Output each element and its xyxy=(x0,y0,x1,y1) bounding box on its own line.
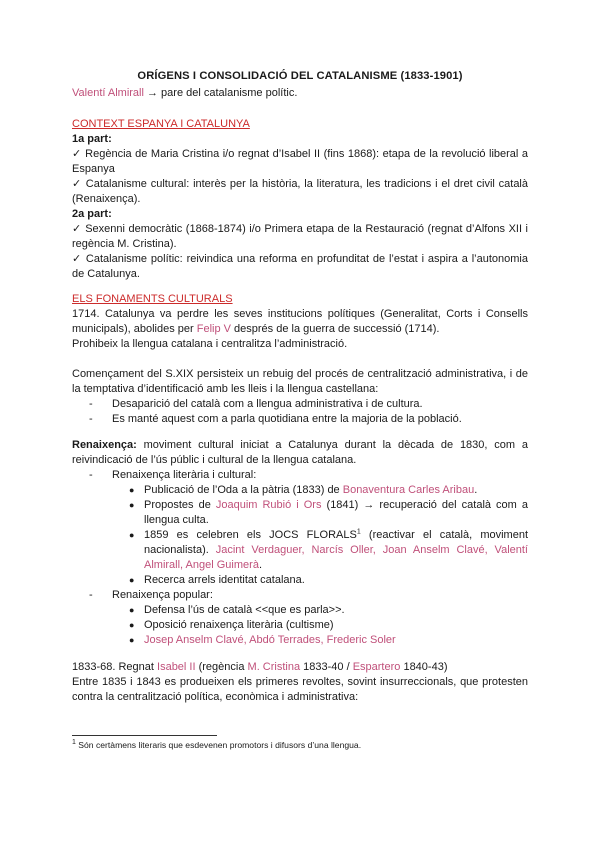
document-page xyxy=(72,0,528,848)
bullet-item: ● Oposició renaixença literària (cultisme) xyxy=(129,619,334,631)
page-title: ORÍGENS I CONSOLIDACIÓ DEL CATALANISME (1833-1901) xyxy=(137,70,463,82)
fonaments-section xyxy=(72,292,528,352)
text-span: (reactivar el català, moviment nacionalista). xyxy=(144,529,529,556)
bullet-item: ● Defensa l’ús de català <<que es parla>>. xyxy=(129,604,345,616)
person-name: Bonaventura Carles Aribau xyxy=(342,484,475,496)
text-span: (1841) → recuperació del català com a llengua culta. xyxy=(144,499,528,526)
person-names: Josep Anselm Clavé, Abdó Terrades, Frederic Soler xyxy=(144,634,396,646)
text-span: Defensa l’ús de català <<que es parla>>. xyxy=(144,604,345,616)
intro-line xyxy=(72,86,528,101)
text-span: 1833-40 / xyxy=(300,661,353,673)
text-span: Oposició renaixença literària (cultisme) xyxy=(144,619,334,631)
bullet-item: ● Josep Anselm Clavé, Abdó Terrades, Frederic Soler xyxy=(129,634,396,646)
fonaments-paragraph xyxy=(72,307,528,337)
footnote-divider xyxy=(72,735,217,736)
text-span: 1840-43) xyxy=(400,661,448,673)
text-span: 1833-68. Regnat xyxy=(72,661,158,673)
dash-list-item: - Es manté aquest com a parla quotidiana entre la majoria de la població. xyxy=(89,413,462,425)
text-span: Propostes de xyxy=(144,499,216,511)
person-name: Espartero xyxy=(352,661,401,673)
intro-text: → pare del catalanisme polític. xyxy=(143,87,298,99)
text-span: 1859 es celebren els JOCS FLORALS xyxy=(144,529,357,541)
literaria-label: Renaixença literària i cultural: xyxy=(112,469,257,481)
bullet-item: ● Propostes de Joaquim Rubió i Ors (1841) → recuperació del català com a llengua culta. xyxy=(129,499,528,526)
person-name: M. Cristina xyxy=(247,661,301,673)
renaixenca-paragraph xyxy=(72,438,528,468)
person-name: Joaquim Rubió i Ors xyxy=(215,499,322,511)
regnat-line xyxy=(72,660,528,675)
text-span: Publicació de l’Oda a la pàtria (1833) de xyxy=(144,484,343,496)
dash-list-item: - Desaparició del català com a llengua administrativa i de cultura. xyxy=(89,398,423,410)
bullet-item: ● 1859 es celebren els JOCS FLORALS$^1$ (reactivar el català, moviment nacionalista). Jacint Verdaguer, Narcís Oller, Joan Anselm Clavé, Valentí Almirall, Angel Guimerà. xyxy=(129,528,529,571)
footnote-mark: 1 xyxy=(72,739,76,747)
dash-text: Desaparició del català com a llengua administrativa i de cultura. xyxy=(112,398,423,410)
regnat-section xyxy=(72,660,528,705)
text-span: Recerca arrels identitat catalana. xyxy=(144,574,305,586)
context-heading: CONTEXT ESPANYA I CATALUNYA xyxy=(72,118,250,130)
centralization-section xyxy=(72,367,528,427)
renaixenca-section xyxy=(72,438,528,648)
dash-text: Es manté aquest com a parla quotidiana entre la majoria de la població. xyxy=(112,413,462,425)
revoltes-paragraph: Entre 1835 i 1843 es produeixen els primeres revoltes, sovint insurreccionals, que protesten contra la centralització política, econòmica i administrativa: xyxy=(72,676,528,703)
person-names: Jacint Verdaguer, Narcís Oller, Joan Anselm Clavé, Valentí Almirall, Angel Guimerà xyxy=(144,544,528,571)
footnote-text: Són certàmens literaris que esdevenen promotors i difusors d’una llengua. xyxy=(75,740,362,750)
text-span: (regència xyxy=(195,661,248,673)
renaixenca-label: Renaixença: xyxy=(72,439,137,451)
fonaments-paragraph: Prohibeix la llengua catalana i centralitza l’administració. xyxy=(72,338,348,350)
centralization-paragraph: Començament del S.XIX persisteix un rebuig del procés de centralització administrativa, i de la temptativa d’identificació amb les lleis i la llengua castellana: xyxy=(72,368,528,395)
text-span: 1714. Catalunya va perdre les seves institucions polítiques (Generalitat, Corts i Consells municipals), abolides per xyxy=(72,308,528,335)
footnote xyxy=(72,740,361,750)
text-span: moviment cultural iniciat a Catalunya durant la dècada de 1830, com a reivindicació de l’ús públic i cultural de la llengua catalana. xyxy=(72,439,528,466)
fonaments-heading: ELS FONAMENTS CULTURALS xyxy=(72,293,233,305)
dash-list-item: - Renaixença popular: xyxy=(89,589,213,601)
part2-item: ✓ Catalanisme polític: reivindica una reforma en profunditat de l’estat i aspira a l’autonomia de Catalunya. xyxy=(72,253,528,280)
king-name: Felip V xyxy=(196,323,231,335)
part1-item: ✓ Catalanisme cultural: interès per la història, la literatura, les tradicions i el dret civil català (Renaixença). xyxy=(72,178,528,205)
text-span: després de la guerra de successió (1714). xyxy=(230,323,440,335)
part1-label: 1a part: xyxy=(72,133,112,145)
part2-item: ✓ Sexenni democràtic (1868-1874) i/o Primera etapa de la Restauració (regnat d’Alfons XII i regència M. Cristina). xyxy=(72,223,528,250)
context-section xyxy=(72,117,528,282)
text-span: . xyxy=(258,559,262,571)
bullet-item: ● Recerca arrels identitat catalana. xyxy=(129,574,305,586)
author-name: Valentí Almirall xyxy=(72,87,144,99)
bullet-item: ● Publicació de l’Oda a la pàtria (1833) de Bonaventura Carles Aribau. xyxy=(129,484,478,496)
footnote-ref: 1 xyxy=(356,528,361,536)
part1-item: ✓ Regència de Maria Cristina i/o regnat d’Isabel II (fins 1868): etapa de la revolució liberal a Espanya xyxy=(72,148,528,175)
dash-list-item: - Renaixença literària i cultural: xyxy=(89,469,257,481)
part2-label: 2a part: xyxy=(72,208,112,220)
popular-label: Renaixença popular: xyxy=(112,589,213,601)
person-name: Isabel II xyxy=(157,661,196,673)
text-span: . xyxy=(474,484,478,496)
